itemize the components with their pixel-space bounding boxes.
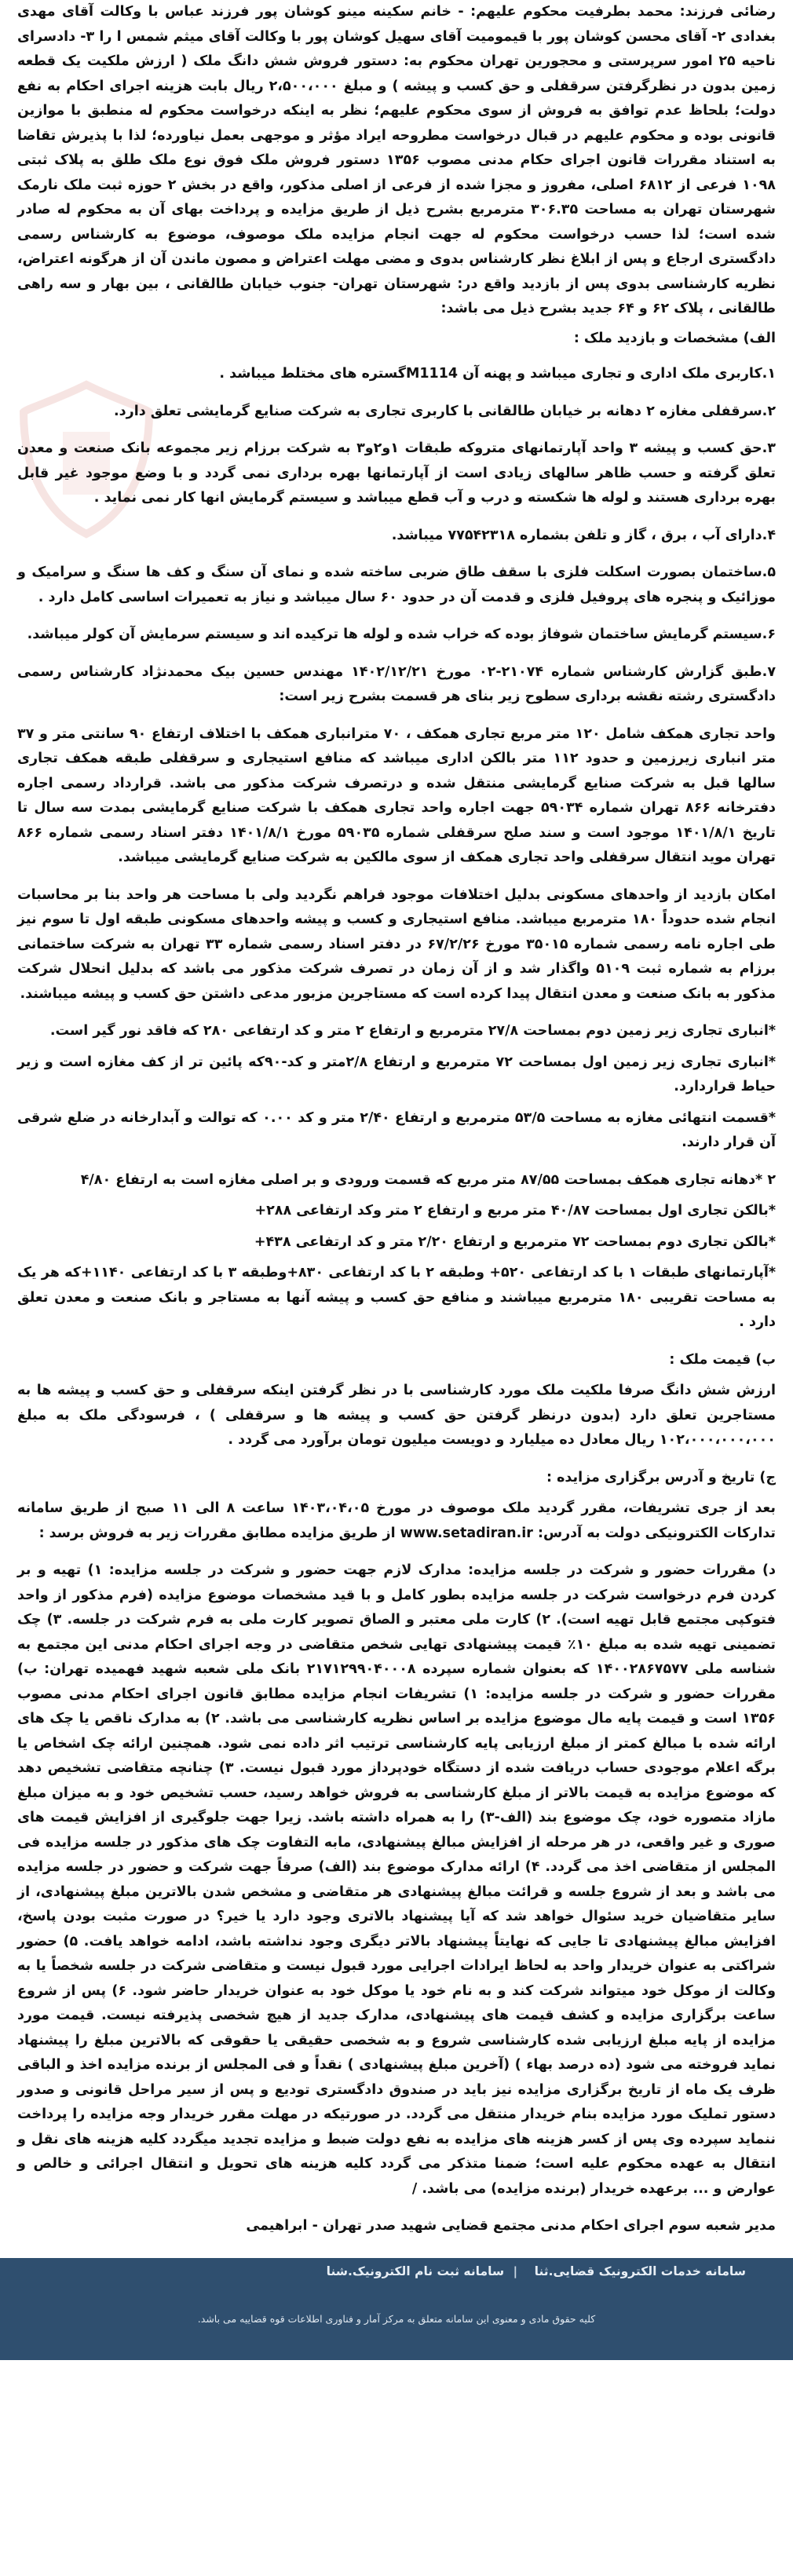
section-b-heading: ب) قیمت ملک : bbox=[669, 1351, 776, 1368]
footer-link-sana-services[interactable]: سامانه خدمات الکترونیک قضایی.ثنا bbox=[534, 2264, 746, 2278]
storage-line-3: *قسمت انتهائی مغازه به مساحت ۵۳/۵ مترمربع و ارتفاع ۲/۴۰ متر و کد ۰.۰۰ که توالت و آبدارخانه در ضلع شرقی آن قرار دارند. bbox=[17, 1109, 776, 1150]
item-1: ۱.کاربری ملک اداری و تجاری میباشد و پهنه آن M1114گستره های مختلط میباشد . bbox=[219, 366, 776, 382]
item-4: ۴.دارای آب ، برق ، گاز و تلفن بشماره ۷۷۵۴۲۳۱۸ میباشد. bbox=[391, 527, 776, 543]
date-paragraph: بعد از جری تشریفات، مقرر گردید ملک موصوف در مورخ ۱۴۰۳،۰۴،۰۵ ساعت ۸ الی ۱۱ صبح از طریق سامانه تدارکات الکترونیکی دولت به آدرس: www.setadiran.ir از طریق مزایده مطابق مقررات زیر به فروش برسد : bbox=[17, 1500, 777, 1541]
shop-line: ۲ *دهانه تجاری همکف بمساحت ۸۷/۵۵ متر مربع که قسمت ورودی و بر اصلی مغازه است به ارتفاع ۴/۸۰ bbox=[80, 1171, 776, 1188]
item-3: ۳.حق کسب و پیشه ۳ واحد آپارتمانهای متروکه طبقات ۱و۲و۳ به شرکت برزام زیر مجموعه بانک صنعت و معدن تعلق گرفته و حسب ظاهر سالهای زیادی است از آپارتمانها بهره برداری نمی گردد و با وضع موجود غیر قابل بهره برداری هستند و لوله ها شکسته و درب و آب قطع میباشد و سیستم گرمایش انها کار نمی نماید . bbox=[17, 440, 776, 506]
footer-link-sana-registration[interactable]: سامانه ثبت نام الکترونیک.شنا bbox=[326, 2264, 505, 2278]
item-6: ۶.سیستم گرمایش ساختمان شوفاژ بوده که خراب شده و لوله ها ترکیده اند و سیستم سرمایش آن کولر میباشد. bbox=[27, 627, 776, 642]
section-a-heading: الف) مشخصات و بازدید ملک : bbox=[573, 330, 776, 346]
item-2: ۲.سرقفلی مغازه ۲ دهانه بر خیابان طالقانی با کاربری تجاری به شرکت صنایع گرمایشی تعلق دارد. bbox=[114, 403, 776, 419]
document-body bbox=[17, 0, 776, 2244]
storage-line-2: *انباری تجاری زیر زمین اول بمساحت ۷۲ مترمربع و ارتفاع ۲/۸متر و کد-۹۰که پائین تر از کف مغازه است و زیر حیاط قراردارد. bbox=[17, 1054, 776, 1094]
value-paragraph: ارزش شش دانگ صرفا ملکیت ملک مورد کارشناسی با در نظر گرفتن اینکه سرقفلی و حق کسب و پیشه ها به مستاجرین تعلق دارد (بدون درنظر گرفتن حق کسب و پیشه ها و سرقفلی ) ، فرسودگی ملک به مبلغ ۱۰۲،۰۰۰،۰۰۰،۰۰۰ ریال معادل ده میلیارد و دویست میلیون تومان برآورد می گردد . bbox=[17, 1383, 776, 1448]
balcony-line-1: *بالکن تجاری اول بمساحت ۴۰/۸۷ متر مربع و ارتفاع ۲ متر وکد ارتفاعی ۲۸۸+ bbox=[254, 1203, 776, 1219]
site-footer bbox=[0, 2258, 793, 2360]
footer-links bbox=[319, 2264, 746, 2278]
item-7: ۷.طبق گزارش کارشناس شماره ۲۱۰۷۴-۰۲ مورخ ۱۴۰۲/۱۲/۲۱ مهندس حسین بیک محمدنژاد کارشناس رسمی دادگستری رشته نقشه برداری سطوح زیر بنای هر قسمت بشرح زیر است: bbox=[17, 663, 776, 704]
survey-paragraph: واحد تجاری همکف شامل ۱۲۰ متر مربع تجاری همکف ، ۷۰ مترانباری همکف با اختلاف ارتفاع ۹۰ سانتی متر و ۳۷ متر انباری زیرزمین و حدود ۱۱۲ متر بالکن اداری میباشد که منافع استیجاری و سرقفلی طبقه همکف تجاری سالها قبل به شرکت صنایع گرمایشی منتقل شده و درتصرف شرکت مذکور می باشد. قرارداد رسمی اجاره دفترخانه ۸۶۶ تهران شماره ۵۹۰۳۴ جهت اجاره واحد تجاری همکف با شرکت صنایع گرمایشی بمدت سه سال تا تاریخ ۱۴۰۱/۸/۱ موجود است و سند صلح سرقفلی شماره ۵۹۰۳۵ مورخ ۱۴۰۱/۸/۱ دفتر اسناد رسمی شماره ۸۶۶ تهران موید انتقال سرقفلی واحد تجاری همکف از سوی مالکین به شرکت صنایع گرمایشی میباشد. bbox=[17, 725, 777, 865]
signature: مدیر شعبه سوم اجرای احکام مدنی مجتمع قضایی شهید صدر تهران - ابراهیمی bbox=[246, 2218, 776, 2234]
balcony-line-2: *بالکن تجاری دوم بمساحت ۷۲ مترمربع و ارتفاع ۲/۲۰ متر و کد ارتفاعی ۴۳۸+ bbox=[254, 1233, 776, 1250]
bank-paragraph: امکان بازدید از واحدهای مسکونی بدلیل اختلافات موجود فراهم نگردید ولی با مساحت هر واحد بنا بر محاسبات انجام شده حدوداً ۱۸۰ مترمربع میباشد. منافع استیجاری و کسب و پیشه واحدهای مسکونی طبقه اول تا سوم نیز طی اجاره نامه رسمی شماره ۳۵۰۱۵ مورخ ۶۷/۲/۲۶ در دفتر اسناد رسمی شماره ۳۳ تهران به شرکت ساختمانی برزام به شماره ثبت ۵۱۰۹ واگذار شد و از آن زمان در تصرف شرکت مذکور می باشد که بدلیل انحلال شرکت مذکور به بانک صنعت و معدن انتقال پیدا کرده است که مستاجرین مزبور مدعی داشتن حق کسب و پیشه میباشند. bbox=[17, 886, 777, 1002]
item-5: ۵.ساختمان بصورت اسکلت فلزی با سقف طاق ضربی ساخته شده و نمای آن سنگ و کف ها سنگ و سرامیک و موزائیک و پنجره های پروفیل فلزی و قدمت آن در حدود ۶۰ سال میباشد و نیاز به تعمیرات اساسی کامل دارد . bbox=[17, 565, 776, 605]
intro-paragraph: رضائی فرزند: محمد بطرفیت محکوم علیهم: - خانم سکینه مینو کوشان پور فرزند عباس با وکالت آقای مهدی بغدادی ۲- آقای محسن کوشان پور با قیمومیت آقای سهیل کوشان پور با وکالت آقای میثم شمس ا را ۳- دادسرای ناحیه ۲۵ امور سرپرستی و محجورین تهران محکوم به: دستور فروش شش دانگ ملک ( ارزش ملکیت یک قطعه زمین بدون در نظرگرفتن سرقفلی و حق کسب و پیشه ) و مبلغ ۲،۵۰۰،۰۰۰ ریال بابت هزینه اجرای احکام به نفع دولت؛ بلحاظ عدم توافق به فروش از سوی محکوم علیهم؛ نظر به اینکه درخواست محکوم له منطبق با موازین قانونی بوده و محکوم علیهم در قبال درخواست مطروحه ایراد مؤثر و موجهی بعمل نیاورده؛ لذا با پذیرش تقاضا به استناد مقررات قانون اجرای حکام مدنی مصوب ۱۳۵۶ دستور فروش ملک فوق نوع ملک طلق به پلاک ثبتی ۱۰۹۸ فرعی از ۶۸۱۲ اصلی، مفروز و مجزا شده از فرعی از اصلی مذکور، واقع در بخش ۲ حوزه ثبت ملک نارمک شهرستان تهران به مساحت ۳۰۶.۳۵ مترمربع بشرح ذیل از طریق مزایده و پرداخت بهای آن به محکوم له صادر شده است؛ لذا حسب درخواست محکوم له جهت انجام مزایده ملک موصوف، موضوع به کارشناس رسمی دادگستری ارجاع و پس از ابلاغ نظر کارشناس بدوی و مضی مهلت اعتراض و مصون ماندن آن از هرگونه اعتراض، نظریه کارشناسی بدوی پس از بازدید واقع در: شهرستان تهران- جنوب خیابان طالقانی ، بین بهار و سه راهی طالقانی ، پلاک ۶۲ و ۶۴ جدید بشرح ذیل می باشد: bbox=[17, 4, 777, 316]
conditions-paragraph: د) مقررات حضور و شرکت در جلسه مزایده: مدارک لازم جهت حضور و شرکت در جلسه مزایده: ۱) تهیه و بر کردن فرم درخواست شرکت در جلسه مزایده بطور کامل و با قید مشخصات موضوع مزایده (فرم مذکور از واحد فتوکپی مجتمع قابل تهیه است). ۲) کارت ملی معتبر و الصاق تصویر کارت ملی به فرم شرکت در جلسه. ۳) چک تضمینی تهیه شده به مبلغ ۱۰٪ قیمت پیشنهادی تهایی شخص متقاضی در وجه اجرای احکام مدنی این مجتمع به شناسه ملی ۱۴۰۰۲۸۶۷۵۷۷ که بعنوان شماره سپرده ۲۱۷۱۲۹۹۰۴۰۰۰۸ بانک ملی شعبه شهید فهمیده تهران: ب) مقررات حضور و شرکت در جلسه مزایده: ۱) تشریفات انجام مزایده مطابق قانون اجرای احکام مدنی مصوب ۱۳۵۶ است و قیمت پایه مال موضوع مزایده بر اساس نظریه کارشناسی می باشد. ۲) به مدارک ناقص یا چک های ارائه شده با مبالغ کمتر از مبلغ ارزیابی پایه کارشناسی ترتیب اثر داده نمی شود. همچنین ارائه چک اشخاص یا برگه اعلام موجودی حساب دریافت شده از دستگاه خودپرداز مورد قبول نیست. ۳) چنانچه متقاضی تشخیص دهد که موضوع مزایده به قیمت بالاتر از مبلغ کارشناسی به فروش خواهد رسید، حسب تشخیص خود و به میزان مبلغ مازاد متصوره خود، چک موضوع بند (الف-۳) را به همراه داشته باشد. زیرا جهت جلوگیری از افزایش قیمت های صوری و غیر واقعی، در هر مرحله از افزایش مبالغ پیشنهادی، مابه التفاوت چک های مذکور در جلسه مزایده فی المجلس از متقاضی اخذ می گردد. ۴) ارائه مدارک موضوع بند (الف) صرفاً جهت شرکت و حضور در جلسه مزایده می باشد و بعد از شروع جلسه و قرائت مبالغ پیشنهادی هر متقاضی و مشخص شدن بالاترین مبلغ پیشنهادی، از سایر متقاضیان خرید سئوال خواهد شد که آیا پیشنهاد بالاتری وجود دارد یا خیر؟ در صورت مثبت بودن پاسخ، افزایش مبالغ پیشنهادی تا جایی که نهایتاً پیشنهاد بالاتر دیگری وجود نداشته باشد، ادامه خواهد یافت. ۵) حضور شراکتی به عنوان خریدار واحد به لحاظ ایرادات اجرایی مورد قبول نیست و متقاضی شرکت در جلسه شخصاً یا به وکالت از موکل خود میتواند شرکت کند و به نام خود یا موکل خود به عنوان خریدار حاضر شود. ۶) پس از شروع ساعت برگزاری مزایده و کشف قیمت های پیشنهادی، مدارک جدید از هیچ شخصی پذیرفته نیست. قیمت مورد مزایده از پایه مبلغ ارزیابی شده کارشناسی شروع و به شخصی حقیقی یا حقوقی که بالاترین مبلغ را پیشنهاد نماید فروخته می شود (ده درصد بهاء ) (آخرین مبلغ پیشنهادی ) نقداً و فی المجلس از برنده مزایده اخذ و الباقی ظرف یک ماه از تاریخ برگزاری مزایده نیز باید در صندوق دادگستری تودیع و پس از سیر مراحل قانونی و صدور دستور تملیک مورد مزایده بنام خریدار منتقل می گردد. در صورتیکه در مهلت مقرر خریدار وجه مزایده را پرداخت ننماید سپرده وی پس از کسر هزینه های مزایده به نفع دولت ضبط و مزایده تجدید میگردد کلیه هزینه های نقل و انتقال به عهده محکوم علیه است؛ ضمنا متذکر می گردد کلیه هزینه های تحویل و انتقال اجرائی و خالص و عوارض و ... برعهده خریدار (برنده مزایده) می باشد. / bbox=[17, 1562, 777, 2197]
storage-line-1: *انباری تجاری زیر زمین دوم بمساحت ۲۷/۸ مترمربع و ارتفاع ۲ متر و کد ارتفاعی ۲۸۰ که فاقد نور گیر است. bbox=[49, 1023, 776, 1039]
apartments-line: *آپارتمانهای طبقات ۱ با کد ارتفاعی ۵۲۰+ وطبقه ۲ با کد ارتفاعی ۸۳۰+وطبقه ۳ با کد ارتفاعی ۱۱۴۰+که هر یک به مساحت تقریبی ۱۸۰ مترمربع میباشند و منافع حق کسب و پیشه آنها به مستاجر و بانک صنعت و معدن تعلق دارد . bbox=[17, 1265, 776, 1330]
section-c-heading: ج) تاریخ و آدرس برگزاری مزایده : bbox=[546, 1469, 776, 1485]
footer-separator: | bbox=[513, 2264, 518, 2278]
footer-copyright: کلیه حقوق مادی و معنوی این سامانه متعلق به مرکز آمار و فناوری اطلاعات قوه قضاییه می باشد. bbox=[197, 2313, 596, 2325]
